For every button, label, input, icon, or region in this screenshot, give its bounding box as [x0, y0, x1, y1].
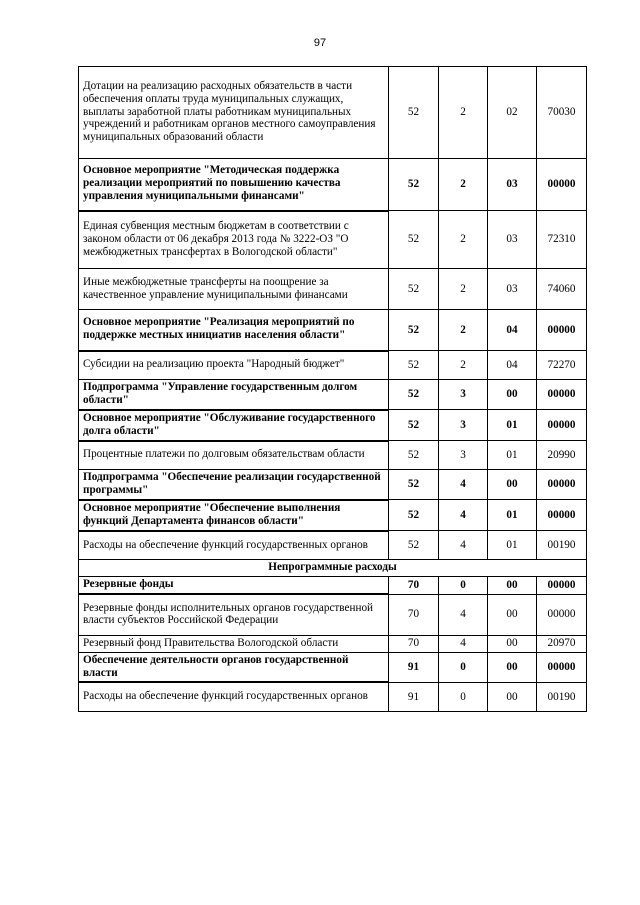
row-code-1: 91	[389, 652, 439, 682]
row-code-1: 70	[389, 594, 439, 635]
row-code-2: 2	[439, 351, 488, 380]
table-row	[79, 410, 587, 441]
row-code-3: 03	[488, 269, 537, 310]
row-code-2: 2	[439, 310, 488, 351]
row-name-cell: Основное мероприятие "Реализация мероприятий по поддержке местных инициатив населения области"	[79, 310, 389, 351]
row-code-4: 00190	[537, 682, 587, 711]
row-code-2: 4	[439, 594, 488, 635]
table-row	[79, 652, 587, 682]
table-row	[79, 470, 587, 500]
row-code-4: 00000	[537, 500, 587, 531]
row-code-4: 20970	[537, 635, 587, 652]
row-code-2: 4	[439, 500, 488, 531]
row-code-2: 0	[439, 577, 488, 594]
row-code-1: 52	[389, 211, 439, 269]
row-code-4: 00000	[537, 594, 587, 635]
row-code-1: 52	[389, 531, 439, 560]
section-header-row	[79, 560, 587, 577]
row-code-4: 00000	[537, 380, 587, 410]
row-code-1: 52	[389, 67, 439, 159]
row-name-cell: Расходы на обеспечение функций государственных органов	[79, 531, 389, 560]
row-name-cell: Резервные фонды исполнительных органов государственной власти субъектов Российской Федерации	[79, 594, 389, 635]
row-name-cell: Основное мероприятие "Обслуживание государственного долга области"	[79, 410, 389, 441]
row-code-1: 52	[389, 500, 439, 531]
table-row	[79, 310, 587, 351]
table-row	[79, 594, 587, 635]
row-code-2: 2	[439, 159, 488, 211]
table-row	[79, 441, 587, 470]
row-code-3: 01	[488, 531, 537, 560]
table-row	[79, 531, 587, 560]
row-code-3: 00	[488, 577, 537, 594]
row-name-cell: Резервный фонд Правительства Вологодской области	[79, 635, 389, 652]
row-name-cell: Иные межбюджетные трансферты на поощрение за качественное управление муниципальными финансами	[79, 269, 389, 310]
row-code-3: 00	[488, 470, 537, 500]
row-code-4: 00000	[537, 410, 587, 441]
row-code-2: 2	[439, 67, 488, 159]
row-name-cell: Подпрограмма "Обеспечение реализации государственной программы"	[79, 470, 389, 500]
row-code-1: 91	[389, 682, 439, 711]
row-code-4: 72310	[537, 211, 587, 269]
row-code-1: 52	[389, 441, 439, 470]
row-code-1: 52	[389, 310, 439, 351]
row-code-3: 04	[488, 351, 537, 380]
page-number: 97	[313, 37, 327, 49]
row-name-cell: Дотации на реализацию расходных обязательств в части обеспечения оплаты труда муниципальных служащих, выплаты заработной платы работникам муниципальных учреждений и работникам органов местного самоуправления муниципальных образований области	[79, 67, 389, 159]
row-code-1: 52	[389, 351, 439, 380]
row-code-1: 52	[389, 159, 439, 211]
row-code-4: 00000	[537, 652, 587, 682]
row-name-cell: Обеспечение деятельности органов государственной власти	[79, 652, 389, 682]
row-name-cell: Единая субвенция местным бюджетам в соответствии с законом области от 06 декабря 2013 года № 3222-ОЗ "О межбюджетных трансфертах в Вологодской области"	[79, 211, 389, 269]
row-code-4: 70030	[537, 67, 587, 159]
row-code-2: 3	[439, 380, 488, 410]
row-code-1: 52	[389, 269, 439, 310]
table-row	[79, 269, 587, 310]
table-row	[79, 500, 587, 531]
table-row	[79, 380, 587, 410]
row-name-cell: Основное мероприятие "Методическая поддержка реализации мероприятий по повышению качества управления муниципальными финансами"	[79, 159, 389, 211]
row-code-2: 4	[439, 635, 488, 652]
row-code-2: 2	[439, 211, 488, 269]
table-row	[79, 577, 587, 594]
row-code-2: 2	[439, 269, 488, 310]
row-code-1: 70	[389, 635, 439, 652]
row-code-4: 00000	[537, 577, 587, 594]
row-code-2: 3	[439, 410, 488, 441]
row-code-2: 4	[439, 470, 488, 500]
row-code-2: 3	[439, 441, 488, 470]
row-code-1: 52	[389, 470, 439, 500]
table-row	[79, 211, 587, 269]
row-code-3: 03	[488, 159, 537, 211]
budget-table	[78, 66, 587, 712]
section-title: Непрограммные расходы	[79, 560, 587, 577]
table-row	[79, 159, 587, 211]
row-code-2: 0	[439, 682, 488, 711]
row-code-1: 70	[389, 577, 439, 594]
row-code-4: 00000	[537, 310, 587, 351]
row-code-4: 00190	[537, 531, 587, 560]
row-code-3: 02	[488, 67, 537, 159]
row-code-3: 01	[488, 441, 537, 470]
table-row	[79, 682, 587, 711]
row-code-3: 01	[488, 410, 537, 441]
row-code-1: 52	[389, 410, 439, 441]
table-row	[79, 635, 587, 652]
row-code-4: 74060	[537, 269, 587, 310]
row-code-3: 01	[488, 500, 537, 531]
table-row	[79, 351, 587, 380]
row-name-cell: Расходы на обеспечение функций государственных органов	[79, 682, 389, 711]
row-name-cell: Субсидии на реализацию проекта "Народный бюджет"	[79, 351, 389, 380]
row-code-3: 00	[488, 635, 537, 652]
row-name-cell: Резервные фонды	[79, 577, 389, 594]
table-row	[79, 67, 587, 159]
row-code-4: 00000	[537, 159, 587, 211]
row-code-2: 0	[439, 652, 488, 682]
row-name-cell: Подпрограмма "Управление государственным долгом области"	[79, 380, 389, 410]
table-body	[79, 67, 587, 712]
row-code-3: 03	[488, 211, 537, 269]
row-name-cell: Процентные платежи по долговым обязательствам области	[79, 441, 389, 470]
row-code-2: 4	[439, 531, 488, 560]
row-code-3: 00	[488, 682, 537, 711]
row-code-3: 04	[488, 310, 537, 351]
row-code-4: 00000	[537, 470, 587, 500]
row-name-cell: Основное мероприятие "Обеспечение выполнения функций Департамента финансов области"	[79, 500, 389, 531]
row-code-3: 00	[488, 652, 537, 682]
row-code-4: 20990	[537, 441, 587, 470]
row-code-3: 00	[488, 380, 537, 410]
row-code-4: 72270	[537, 351, 587, 380]
row-code-1: 52	[389, 380, 439, 410]
row-code-3: 00	[488, 594, 537, 635]
